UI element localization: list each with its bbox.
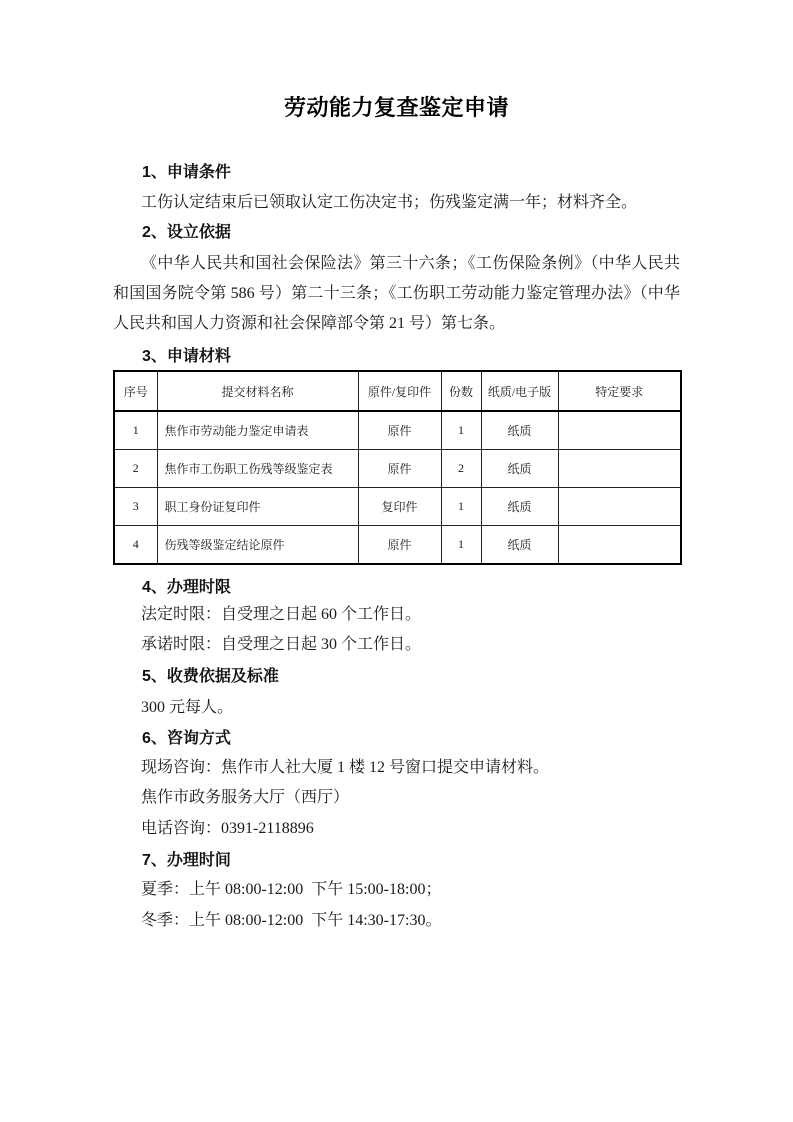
table-row: [114, 526, 681, 565]
table-row: [114, 488, 681, 526]
section-heading-fee-basis-and-standard: 5、收费依据及标准: [142, 668, 279, 685]
paragraph-phone-consultation: 电话咨询：0391-2118896: [141, 820, 314, 837]
table-cell-material-name: 职工身份证复印件: [157, 488, 358, 526]
section-heading-legal-basis: 2、设立依据: [142, 224, 231, 241]
table-cell-copies: 1: [441, 526, 481, 565]
table-cell-index: 4: [114, 526, 157, 565]
table-row: [114, 411, 681, 450]
section-heading-application-materials: 3、申请材料: [142, 348, 231, 365]
table-cell-original-or-copy: 原件: [358, 411, 441, 450]
table-cell-index: 2: [114, 450, 157, 488]
paragraph-onsite-consultation: 现场咨询：焦作市人社大厦 1 楼 12 号窗口提交申请材料。: [141, 759, 550, 776]
table-cell-copies: 1: [441, 488, 481, 526]
table-cell-copies: 2: [441, 450, 481, 488]
table-row: [114, 450, 681, 488]
paragraph-winter-hours: 冬季：上午 08:00-12:00 下午 14:30-17:30。: [141, 912, 442, 929]
section-heading-processing-time-limit: 4、办理时限: [142, 579, 231, 596]
page-title: 劳动能力复查鉴定申请: [283, 95, 509, 120]
table-cell-original-or-copy: 原件: [358, 526, 441, 565]
paragraph-promised-time-limit: 承诺时限：自受理之日起 30 个工作日。: [141, 636, 422, 653]
table-cell-index: 3: [114, 488, 157, 526]
table-header-copies: 份数: [441, 371, 481, 411]
table-cell-special-requirements: [558, 526, 681, 565]
table-header-original-or-copy: 原件/复印件: [358, 371, 441, 411]
table-cell-copies: 1: [441, 411, 481, 450]
table-header-special-requirements: 特定要求: [558, 371, 681, 411]
table-cell-material-name: 伤残等级鉴定结论原件: [157, 526, 358, 565]
table-cell-original-or-copy: 复印件: [358, 488, 441, 526]
paragraph-statutory-time-limit: 法定时限：自受理之日起 60 个工作日。: [141, 606, 422, 623]
section-heading-office-hours: 7、办理时间: [142, 852, 231, 869]
table-cell-material-name: 焦作市工伤职工伤残等级鉴定表: [157, 450, 358, 488]
table-cell-original-or-copy: 原件: [358, 450, 441, 488]
table-cell-special-requirements: [558, 488, 681, 526]
paragraph-fee: 300 元每人。: [141, 699, 234, 716]
table-cell-paper-or-electronic: 纸质: [481, 411, 558, 450]
paragraph-legal-basis: 《中华人民共和国社会保险法》第三十六条；《工伤保险条例》（中华人民共和国国务院令第 586 号）第二十三条；《工伤职工劳动能力鉴定管理办法》（中华人民共和国人力资源和社会保障部令第 21 号）第七条。: [113, 255, 680, 332]
paragraph-service-hall: 焦作市政务服务大厅（西厅）: [141, 789, 350, 806]
paragraph-application-conditions: 工伤认定结束后已领取认定工伤决定书；伤残鉴定满一年；材料齐全。: [141, 194, 638, 211]
section-heading-consultation-methods: 6、咨询方式: [142, 730, 231, 747]
materials-table: [113, 370, 682, 565]
table-header-row: [114, 371, 681, 411]
table-cell-paper-or-electronic: 纸质: [481, 488, 558, 526]
document-content: [113, 0, 680, 936]
table-cell-paper-or-electronic: 纸质: [481, 526, 558, 565]
paragraph-summer-hours: 夏季：上午 08:00-12:00 下午 15:00-18:00；: [141, 881, 442, 898]
table-header-material-name: 提交材料名称: [157, 371, 358, 411]
table-cell-material-name: 焦作市劳动能力鉴定申请表: [157, 411, 358, 450]
table-cell-index: 1: [114, 411, 157, 450]
table-cell-paper-or-electronic: 纸质: [481, 450, 558, 488]
table-header-paper-or-electronic: 纸质/电子版: [481, 371, 558, 411]
table-header-index: 序号: [114, 371, 157, 411]
table-cell-special-requirements: [558, 450, 681, 488]
section-heading-application-conditions: 1、申请条件: [142, 164, 231, 181]
table-cell-special-requirements: [558, 411, 681, 450]
